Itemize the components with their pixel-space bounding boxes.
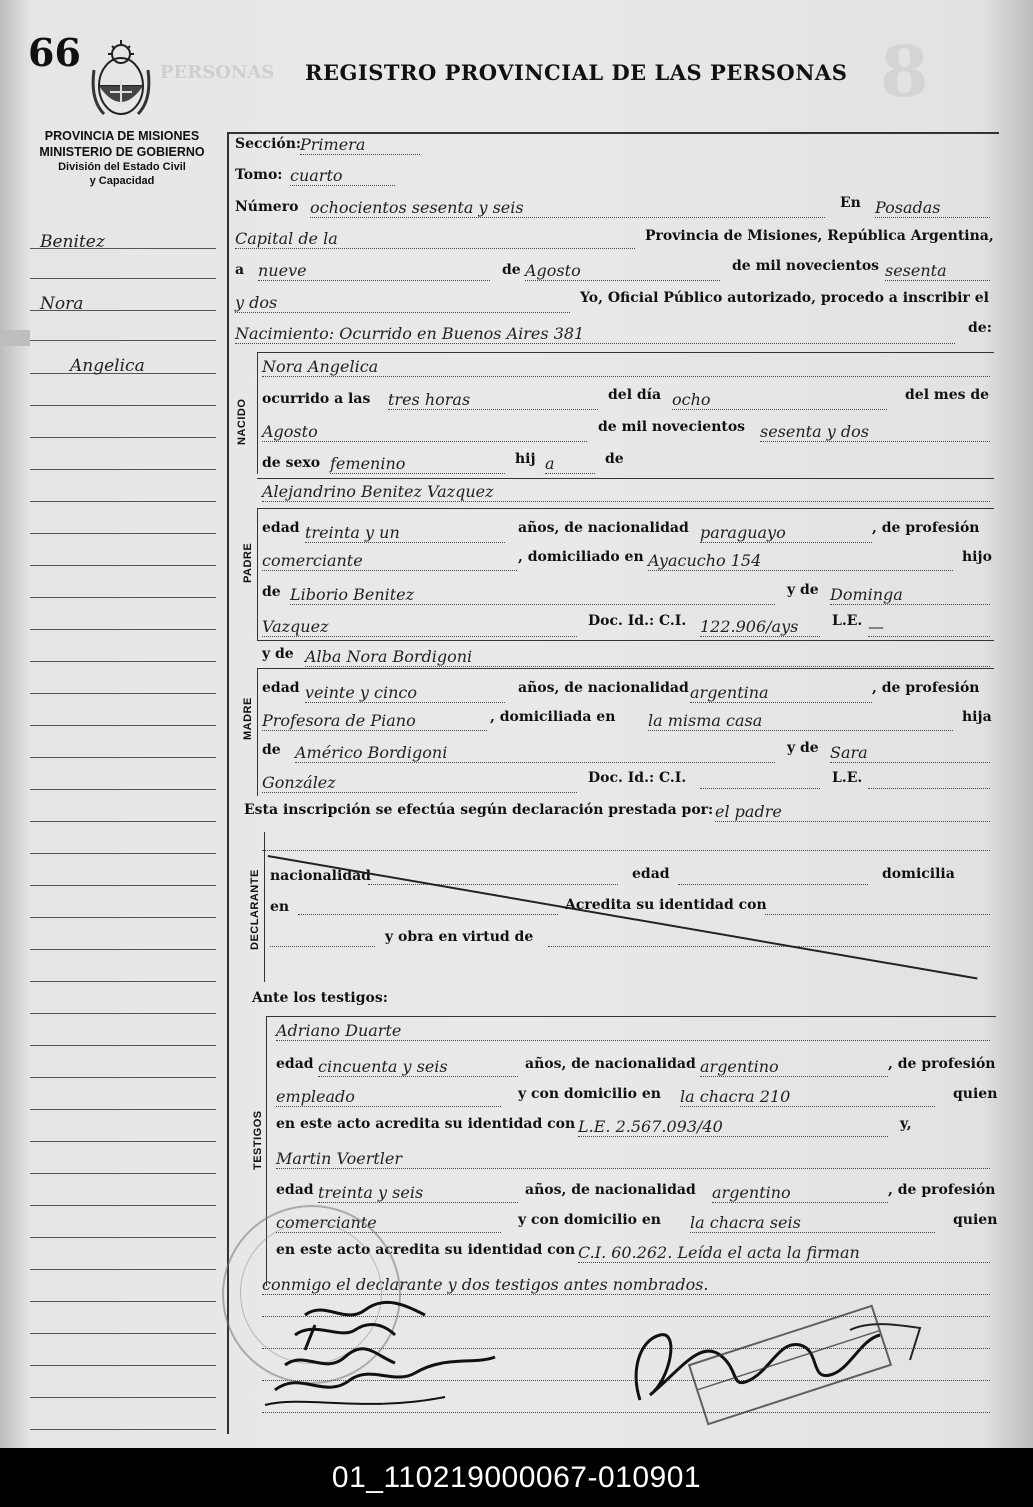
testigo2-edad-value: treinta y seis	[318, 1184, 518, 1203]
section-rule	[266, 1016, 996, 1017]
lugar-continued: Capital de la	[235, 230, 635, 249]
testigo1-name: Adriano Duarte	[276, 1022, 990, 1041]
acto-value: Nacimiento: Ocurrido en Buenos Aires 381	[235, 325, 955, 344]
madre-madre-value: Sara	[830, 744, 990, 763]
declarante-acredita-blank	[765, 914, 990, 915]
anio-nacido-value: sesenta y dos	[760, 423, 990, 442]
del-dia-label: del día	[608, 387, 662, 403]
declarante-nac-blank	[368, 884, 618, 885]
madre-nac-label: años, de nacionalidad	[518, 680, 689, 696]
witness-signatures	[245, 1295, 525, 1420]
nacido-name: Nora Angelica	[262, 358, 990, 377]
section-rule	[257, 508, 994, 509]
madre-edad-value: veinte y cinco	[305, 684, 505, 703]
testigo1-edad-value: cincuenta y seis	[318, 1058, 518, 1077]
section-rule	[257, 668, 994, 669]
section-rule	[257, 640, 994, 641]
padre-doc-value: 122.906/ays	[700, 618, 820, 637]
testigo1-identidad-value: L.E. 2.567.093/40	[578, 1118, 888, 1137]
section-rule	[257, 352, 994, 353]
padre-nacionalidad-value: paraguayo	[700, 524, 872, 543]
padre-edad-value: treinta y un	[305, 524, 505, 543]
mes-nacido-value: Agosto	[262, 423, 587, 442]
division-line: División del Estado Civil	[58, 161, 186, 173]
declarante-en-blank	[298, 914, 558, 915]
madre-dom-label: , domiciliada en	[490, 709, 616, 725]
madre-edad-label: edad	[262, 680, 300, 696]
madre-domicilio-value: la misma casa	[648, 712, 953, 731]
testigo2-acredita-label: en este acto acredita su identidad con	[276, 1242, 576, 1258]
padre-edad-label: edad	[262, 520, 300, 536]
testigo2-prof-label: , de profesión	[888, 1182, 996, 1198]
madre-nacionalidad-value: argentina	[690, 684, 872, 703]
ocurrido-label: ocurrido a las	[262, 391, 371, 407]
madre-hija-label: hija	[962, 709, 992, 725]
oficial-text: Yo, Oficial Público autorizado, procedo a inscribir el	[580, 290, 989, 306]
province-line: PROVINCIA DE MISIONES	[44, 129, 200, 143]
madre-doc-blank	[700, 788, 820, 789]
testigo2-identidad-value: C.I. 60.262. Leída el acta la firman	[578, 1244, 990, 1263]
madre-y-de2-label: y de	[787, 740, 819, 756]
testigo2-edad-label: edad	[276, 1182, 314, 1198]
numero-label: Número	[235, 199, 299, 215]
padre-padre-value: Liborio Benitez	[290, 586, 775, 605]
testigo1-quien-label: quien	[953, 1086, 998, 1102]
padre-profesion-value: comerciante	[262, 552, 517, 571]
de-nacido-label: de	[605, 451, 624, 467]
en-label: En	[840, 195, 861, 211]
padre-dom-label: , domiciliado en	[518, 549, 644, 565]
ministry-heading	[22, 128, 222, 188]
testigo1-y-label: y,	[900, 1116, 912, 1132]
padre-de-label: de	[262, 584, 281, 600]
margin-second-name: Angelica	[70, 356, 145, 376]
folio-number: 66	[28, 30, 81, 75]
madre-profesion-value: Profesora de Piano	[262, 712, 487, 731]
tomo-value: cuarto	[290, 167, 395, 186]
closing-text: conmigo el declarante y dos testigos antes nombrados.	[262, 1276, 990, 1295]
declaracion-text: Esta inscripción se efectúa según declaración prestada por:	[244, 802, 714, 818]
testigo2-dom-label: y con domicilio en	[518, 1212, 661, 1228]
mes-value: Agosto	[525, 262, 720, 281]
declarante-nac-label: nacionalidad	[270, 868, 371, 884]
declarante-name-blank	[262, 850, 990, 851]
padre-prof-label: , de profesión	[872, 520, 980, 536]
testigo1-dom-label: y con domicilio en	[518, 1086, 661, 1102]
tomo-label: Tomo:	[235, 167, 283, 183]
capacity-line: y Capacidad	[89, 175, 155, 187]
madre-label: MADRE	[242, 697, 254, 740]
declarante-acredita-label: Acredita su identidad con	[565, 897, 767, 913]
testigo1-prof-label: , de profesión	[888, 1056, 996, 1072]
madre-y-de-label: y de	[262, 646, 294, 662]
coat-of-arms-icon	[90, 40, 152, 120]
madre-name: Alba Nora Bordigoni	[305, 648, 990, 667]
declarante-label: DECLARANTE	[249, 869, 261, 950]
registry-title: REGISTRO PROVINCIAL DE LAS PERSONAS	[305, 60, 848, 85]
testigo1-domicilio-value: la chacra 210	[680, 1088, 935, 1107]
section-rule	[257, 478, 994, 479]
anio-nacido-label: de mil novecientos	[598, 419, 746, 435]
hij-value: a	[545, 455, 595, 474]
padre-madre-continued: Vazquez	[262, 618, 577, 637]
declarante-en-label: en	[270, 899, 290, 915]
declarante-obra-label: y obra en virtud de	[385, 929, 534, 945]
nacido-label: NACIDO	[236, 398, 248, 445]
padre-le-value: —	[868, 618, 990, 637]
lugar-value: Posadas	[875, 199, 990, 218]
testigo1-nacionalidad-value: argentino	[700, 1058, 888, 1077]
padre-le-label: L.E.	[832, 613, 863, 629]
de-label: de	[502, 262, 521, 278]
testigo2-profesion-value: comerciante	[276, 1214, 501, 1233]
anio-value: sesenta	[885, 262, 990, 281]
edge-mark	[0, 330, 30, 346]
ante-testigos-label: Ante los testigos:	[252, 990, 388, 1006]
padre-madre-value: Dominga	[830, 586, 990, 605]
padre-y-de-label: y de	[787, 582, 819, 598]
section-bar	[257, 668, 258, 796]
padre-label: PADRE	[242, 542, 254, 583]
madre-le-label: L.E.	[832, 770, 863, 786]
testigo2-nac-label: años, de nacionalidad	[525, 1182, 696, 1198]
testigo1-nac-label: años, de nacionalidad	[525, 1056, 696, 1072]
archive-id: 01_110219000067-010901	[0, 1448, 1033, 1507]
hij-label: hij	[515, 451, 536, 467]
madre-padre-value: Américo Bordigoni	[295, 744, 775, 763]
a-label: a	[235, 262, 245, 278]
sexo-value: femenino	[330, 455, 505, 474]
dia-value: nueve	[258, 262, 490, 281]
margin-first-name: Nora	[40, 294, 84, 314]
bleed-through-mark: 8	[880, 30, 929, 113]
bleed-through-text: PERSONAS	[160, 62, 275, 83]
del-mes-label: del mes de	[905, 387, 990, 403]
ministry-line: MINISTERIO DE GOBIERNO	[39, 145, 205, 159]
numero-value: ochocientos sesenta y seis	[310, 199, 825, 218]
declarante-obra-blank-b	[548, 946, 990, 947]
declarante-dom-label: domicilia	[882, 866, 955, 882]
padre-doc-label: Doc. Id.: C.I.	[588, 613, 687, 629]
testigo1-profesion-value: empleado	[276, 1088, 501, 1107]
section-bar	[264, 832, 265, 982]
sexo-label: de sexo	[262, 455, 321, 471]
anio-continued: y dos	[235, 294, 570, 313]
padre-nac-label: años, de nacionalidad	[518, 520, 689, 536]
madre-doc-label: Doc. Id.: C.I.	[588, 770, 687, 786]
testigo1-edad-label: edad	[276, 1056, 314, 1072]
testigo2-quien-label: quien	[953, 1212, 998, 1228]
seccion-label: Sección:	[235, 136, 302, 152]
declarante-edad-label: edad	[632, 866, 670, 882]
testigo2-domicilio-value: la chacra seis	[690, 1214, 935, 1233]
section-bar	[257, 352, 258, 474]
section-bar	[257, 508, 258, 640]
declaracion-por-value: el padre	[715, 803, 990, 822]
madre-le-blank	[868, 788, 990, 789]
madre-prof-label: , de profesión	[872, 680, 980, 696]
margin-surname: Benitez	[40, 232, 105, 252]
madre-madre-continued: González	[262, 774, 577, 793]
madre-de-label: de	[262, 742, 281, 758]
de-colon-label: de:	[968, 320, 992, 336]
declarante-edad-blank	[678, 884, 868, 885]
padre-name: Alejandrino Benitez Vazquez	[262, 483, 990, 502]
padre-domicilio-value: Ayacucho 154	[648, 552, 953, 571]
declarante-obra-blank-a	[270, 946, 375, 947]
padre-hijo-label: hijo	[962, 549, 992, 565]
anio-label: de mil novecientos	[732, 258, 880, 274]
dia-nacido-value: ocho	[672, 391, 887, 410]
testigos-label: TESTIGOS	[252, 1110, 264, 1170]
testigo2-name: Martin Voertler	[276, 1150, 990, 1169]
testigo2-nacionalidad-value: argentino	[712, 1184, 888, 1203]
hora-value: tres horas	[388, 391, 598, 410]
province-text: Provincia de Misiones, República Argentina,	[645, 228, 994, 244]
seccion-value: Primera	[300, 136, 420, 155]
testigo1-acredita-label: en este acto acredita su identidad con	[276, 1116, 576, 1132]
